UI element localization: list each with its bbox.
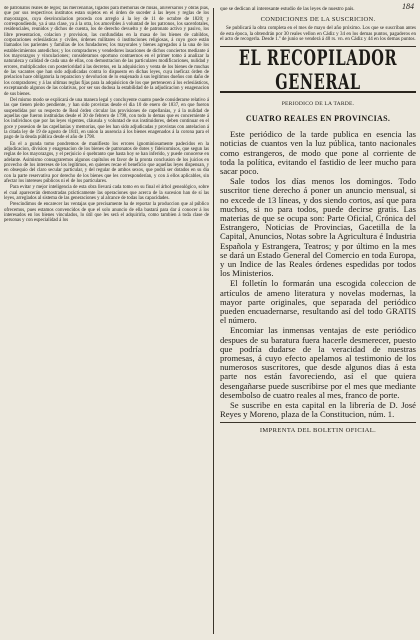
left-paragraph-1: de patronatos reales de legos; las mercenarias, ligados para memorias de misas, aniversarios y obras pias, que por sus respectivos institutos estan sujetos en el órden de suceder á las leyes y reglas de los mayorazgos, cuya desvinculacion proceda con arreglo á la ley de 11 de octubre de 1820; y correspondiendo, ya á una clase, ya á la otra, los amovibles á voluntad de los patronos, los sacerdotales, residenciales, reunidos y dichos de cuenta, los de derecho devuelto y de patronato activo y pasivo, los libre presentacion, colacion y provision, las confundidas en la masa de los bienes de cabildos, corporaciones eclesiásticas y civiles, órdenes militares ó instituciones religiosas, á cuyo goce están llamados los parientes y familias de los fundadores; los mayorales y bienes agregados á la una de los establecimientos antedichos; y los compradores y vendedores lasaciones de dichos conciertos mediante á los mayorazgos y vinculaciones; consideramos oportuno contraernos en el primer tomo á analizar la naturaleza y calidad de cada una de ellas, con demostracion de las particulares modificaciones, nulidad y errores, multiplicados con posterioridad á las decretos, en la adquisicion y venta de los bienes de muchas de las vacantes que han sido adjudicadas contra lo dispuesto en dichas leyes, cuya ineficaz órden de prelacion hace obligatoria la reparacion y devolucion de lo enajenado á sus legítimos dueños con daño de los compradores; y á las ultimas reglas fijas para la adquisicion de los que pertenecen á los eclesiásticos, exceptuando algunos de las colativas, por ser sus dudosa la estabilidad de la adjudicacion y enagenacion de sus bienes. [4, 6, 209, 97]
right-column [220, 6, 416, 636]
ad-paragraph-4: Encomiar las inmensas ventajas de este periódico despues de su baratura fuera hacerle desmerecer, puesto que podría dudarse de la veracidad de nuestras promesas, á cuyo efecto apelamos al testimonio de los numerosos suscritores, que desde algunos dias á esta parte nos están favoreciendo, así el que quiera desengañarse puede suscribirse por el mes que mediante desembolso de cuatro reales al mes, franco de porte. [220, 325, 416, 400]
left-paragraph-5: Prescindimos de encarecer las ventajas que precisamente ha de reportar la produccion que al público ofrecemos, pues estamos convencidos de que el solo anuncio de ella bastará para dar á conocer á los interesados en los bienes vinculados, lo útil que les será el adquirirla, como tambien á toda clase de personas y con especialidad á los [4, 202, 209, 224]
imprint-line: IMPRENTA DEL BOLETIN OFICIAL. [259, 427, 377, 435]
left-paragraph-3: En el a gunda tomo pondremos de manifiesto los errores ignominiosamente padecidos en la adjudicacion, division y enagenacion de los bienes de patronatos de dotes y fideicomisos, que segun las reglas de los mayorazgos, y el perjuicio ó quebranto que hasta hoy se han inferido, y puede conocerse en adelante. Asimismo consagraremos algunos capítulos en favor de la pronta conclusion de los juicios en provecho de los intereses de los legítimos, en quienes recae el beneficio que aquellas leyes dispensan, y en obsequio del claro secular particular, y del regular de ambos sexos, que podrá ser dotados en su dia con la parte reservativa por derecho de los bienes que les corresponderían, y con á ellos aplicables, sin afectar los intereses públicos ni el de los particulares. [4, 141, 209, 184]
conditions-body: Se publicará la obra completa en el mes de mayo del año próximo. Los que se suscriban antes de esta época, la obtendrán por 30 reales vellon en Cádiz y 34 en los demas puntos, pagaderos en el acto de recogerla. Desde 1.º de junio se venderá á 40 rs. vn. en Cádiz y 44 en los demas puntos. [220, 26, 416, 43]
left-column [4, 6, 209, 636]
masthead-subtitle: PERIODICO DE LA TARDE. [281, 101, 355, 108]
imprint-rule [220, 422, 416, 423]
ad-paragraph-1: Este periódico de la tarde publica en esencia las noticias de cuantos ven la luz pública, tanto nacionales como estrangeros, de modo que pone al corriente de toda la política, evitando el fastidio de leer mucho para sacar poco. [220, 129, 416, 176]
left-paragraph-4: Para evitar y mejor inteligencia de esta obra llevará cada tomo en su final el árbol genealógico, sobre el cual aparecerán demostradas prácticamente las operaciones que acerca de la sucesion han de sí las leyes, arreglados al sistema de las generaciones y al alcance de todas las capacidades. [4, 185, 209, 202]
ad-paragraph-5: Se suscribe en esta capital en la librería de D. José Reyes y Moreno, plaza de la Constitucion, núm. 1. [220, 400, 416, 420]
conditions-title: CONDICIONES DE LA SUSCRICION. [260, 16, 376, 23]
ad-paragraph-3: El folletín lo formarán una escogida coleccion de artículos de ameno literatura y novelas modernas, la mayor parte originales, que separada del periódico pueden encuadernarse, resultando así del todo GRATIS el número. [220, 278, 416, 326]
column-divider [213, 8, 214, 634]
masthead-title: EL RECOPILADOR GENERAL [238, 45, 398, 96]
page-number: 184 [402, 2, 414, 11]
left-paragraph-2: Del mismo modo se explicará de una manera legal y concluyente cuanto puede considerarse relativo á las que tienen pleito pendiente, y han sido provistas desde el dia 10 de enero de 1837, en que fueron suspendidas por su respecto de Real órden circular las provisiones de capellanías, y á la nulidad de aquellas que fueron instituidas desde el 30 de febrero de 1798, con todo lo demas que es concerniente á los individuos que por las leyes vigentes, cláusula y voluntad de sus instituidores, deben continuar en el goce y posesion de las capellanías y memorias, que les han sido adjudicadas y provistas con antelacion á la citada ley de 19 de agosto de 1841, en union la ausencia á los bienes enagenados á la corona para el pago de la deuda pública desde el año de 1798. [4, 97, 209, 141]
price-heading: CUATRO REALES EN PROVINCIAS. [245, 114, 391, 124]
ad-paragraph-2: Sale todos los días menos los domingos. Todo suscritor tiene derecho á poner un anuncio mensual, si no excede de 13 líneas, y dos siendo cortos, así que para muchos, si no para todos, puede decirse gratis. Las materias de que se ocupa son: Parte Oficial, Crónica del Estrangero, Noticias de Provincias, Gacetilla de la Capital, Anuncios, Notas sobre la Agricultura é Industria Española y Estrangera, Teatros; y por último en la mes se dará un Estado General del Comercio en toda Europa, y un Indice de las Reales órdenes espedidas por todos los Ministerios. [220, 176, 416, 279]
continued-text: que se dedican al interesante estudio de las leyes de nuestro país. [220, 6, 355, 12]
